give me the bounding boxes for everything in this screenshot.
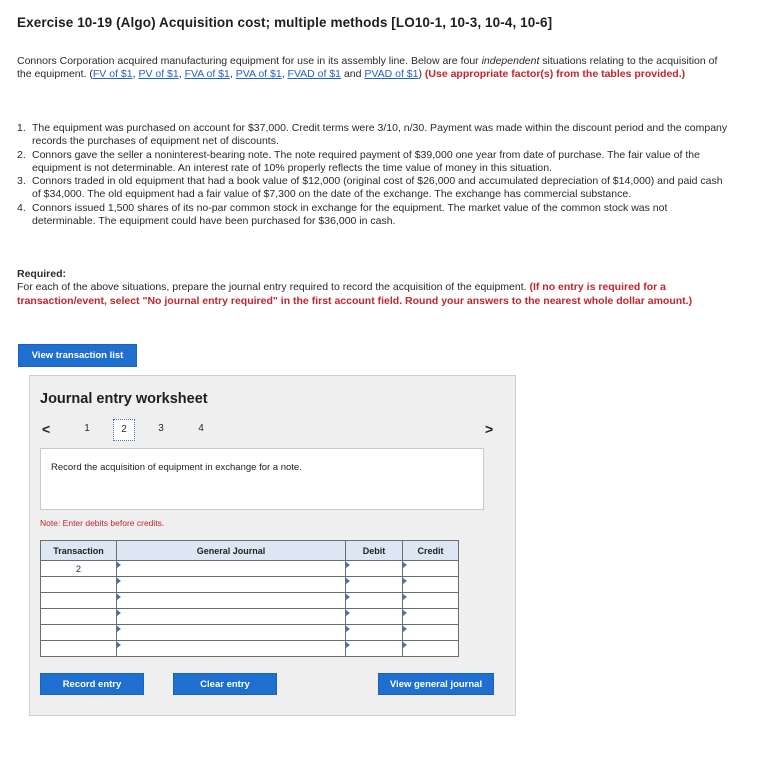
credit-input[interactable] <box>403 609 459 625</box>
account-input[interactable] <box>117 641 346 657</box>
transaction-cell <box>41 593 117 609</box>
credit-input[interactable] <box>403 577 459 593</box>
account-input[interactable] <box>117 561 346 577</box>
table-row <box>41 641 459 657</box>
table-header-row <box>41 541 459 561</box>
link-fva[interactable]: FVA of $1 <box>184 68 230 81</box>
table-row <box>41 625 459 641</box>
link-pva[interactable]: PVA of $1 <box>235 68 282 81</box>
entry-description: Record the acquisition of equipment in exchange for a note. <box>51 462 302 473</box>
page-4[interactable]: 4 <box>198 423 204 434</box>
account-input[interactable] <box>117 577 346 593</box>
journal-table <box>40 540 459 657</box>
transaction-cell: 2 <box>41 561 117 577</box>
exercise-title: Exercise 10-19 (Algo) Acquisition cost; multiple methods [LO10-1, 10-3, 10-4, 10-6] <box>17 15 553 30</box>
page-3[interactable]: 3 <box>158 423 164 434</box>
header-debit: Debit <box>346 541 403 561</box>
table-row <box>41 577 459 593</box>
table-row <box>41 593 459 609</box>
link-pv[interactable]: PV of $1 <box>138 68 179 81</box>
table-row <box>41 609 459 625</box>
prev-page-icon[interactable]: < <box>42 421 51 437</box>
debit-input[interactable] <box>346 609 403 625</box>
record-entry-button[interactable]: Record entry <box>40 673 144 695</box>
debits-note: Note: Enter debits before credits. <box>40 518 165 528</box>
worksheet-pager <box>40 423 505 439</box>
intro-italic: independent <box>481 55 540 67</box>
transaction-cell <box>41 577 117 593</box>
view-general-journal-button[interactable]: View general journal <box>378 673 494 695</box>
entry-description-box <box>40 448 484 510</box>
debit-input[interactable] <box>346 593 403 609</box>
required-instruction: (If no entry is required for a transaction/event, select "No journal entry required" in the first account field. Round your answers to the nearest whole dollar amount.) <box>17 281 693 307</box>
intro-instruction: (Use appropriate factor(s) from the tables provided.) <box>424 68 686 81</box>
journal-entry-worksheet <box>29 375 516 716</box>
list-item: 3. Connors traded in old equipment that had a book value of $12,000 (original cost of $26,000 and accumulated depreciation of $14,000) and paid cash of $34,000. The old equipment had a fair value of $7,300 on the date of the exchange. The exchange has commercial substance. <box>17 175 723 201</box>
account-input[interactable] <box>117 593 346 609</box>
intro-text-2: situations relating to the acquisition of the equipment. ( <box>17 55 718 81</box>
worksheet-title: Journal entry worksheet <box>40 391 208 407</box>
link-fv[interactable]: FV of $1 <box>92 68 133 81</box>
credit-input[interactable] <box>403 625 459 641</box>
required-heading: Required: <box>17 268 67 280</box>
header-general-journal: General Journal <box>117 541 346 561</box>
list-item: 4. Connors issued 1,500 shares of its no-par common stock in exchange for the equipment. The market value of the common stock was not determinable. The equipment could have been purchased for $36,000 in cash. <box>17 201 668 228</box>
situations-list <box>17 122 732 228</box>
debit-input[interactable] <box>346 577 403 593</box>
credit-input[interactable] <box>403 593 459 609</box>
view-transaction-list-button[interactable]: View transaction list <box>18 344 137 367</box>
required-text: For each of the above situations, prepare the journal entry required to record the acquisition of the equipment. <box>17 281 530 294</box>
page-1[interactable]: 1 <box>84 423 90 434</box>
link-fvad[interactable]: FVAD of $1 <box>287 68 342 81</box>
credit-input[interactable] <box>403 561 459 577</box>
list-item: 2. Connors gave the seller a noninterest-bearing note. The note required payment of $39,000 one year from date of purchase. The fair value of the equipment is not determinable. An interest rate of 10% properly reflects the time value of money in this situation. <box>17 148 700 174</box>
transaction-cell <box>41 641 117 657</box>
debit-input[interactable] <box>346 625 403 641</box>
transaction-cell <box>41 625 117 641</box>
debit-input[interactable] <box>346 641 403 657</box>
account-input[interactable] <box>117 625 346 641</box>
list-item: 1. The equipment was purchased on account for $37,000. Credit terms were 3/10, n/30. Payment was made within the discount period and the company records the purchases of equipment net of discounts. <box>17 122 728 148</box>
header-credit: Credit <box>403 541 459 561</box>
debit-input[interactable] <box>346 561 403 577</box>
credit-input[interactable] <box>403 641 459 657</box>
intro-text-1: Connors Corporation acquired manufacturing equipment for use in its assembly line. Below are four <box>17 55 482 67</box>
next-page-icon[interactable]: > <box>485 421 494 437</box>
header-transaction: Transaction <box>41 541 117 561</box>
link-pvad[interactable]: PVAD of $1 <box>364 68 419 81</box>
transaction-cell <box>41 609 117 625</box>
clear-entry-button[interactable]: Clear entry <box>173 673 277 695</box>
table-row <box>41 561 459 577</box>
page-2[interactable]: 2 <box>113 419 135 441</box>
intro-paragraph: Connors Corporation acquired manufacturing equipment for use in its assembly line. Below are four independent situations relating to the acquisition of the equipment. (FV of $1, PV of $1, FVA of $1, PVA of $1, FVAD of $1 and PVAD of $1) (Use appropriate factor(s) from the tables provided.) <box>17 55 718 81</box>
account-input[interactable] <box>117 609 346 625</box>
required-section <box>17 268 732 308</box>
